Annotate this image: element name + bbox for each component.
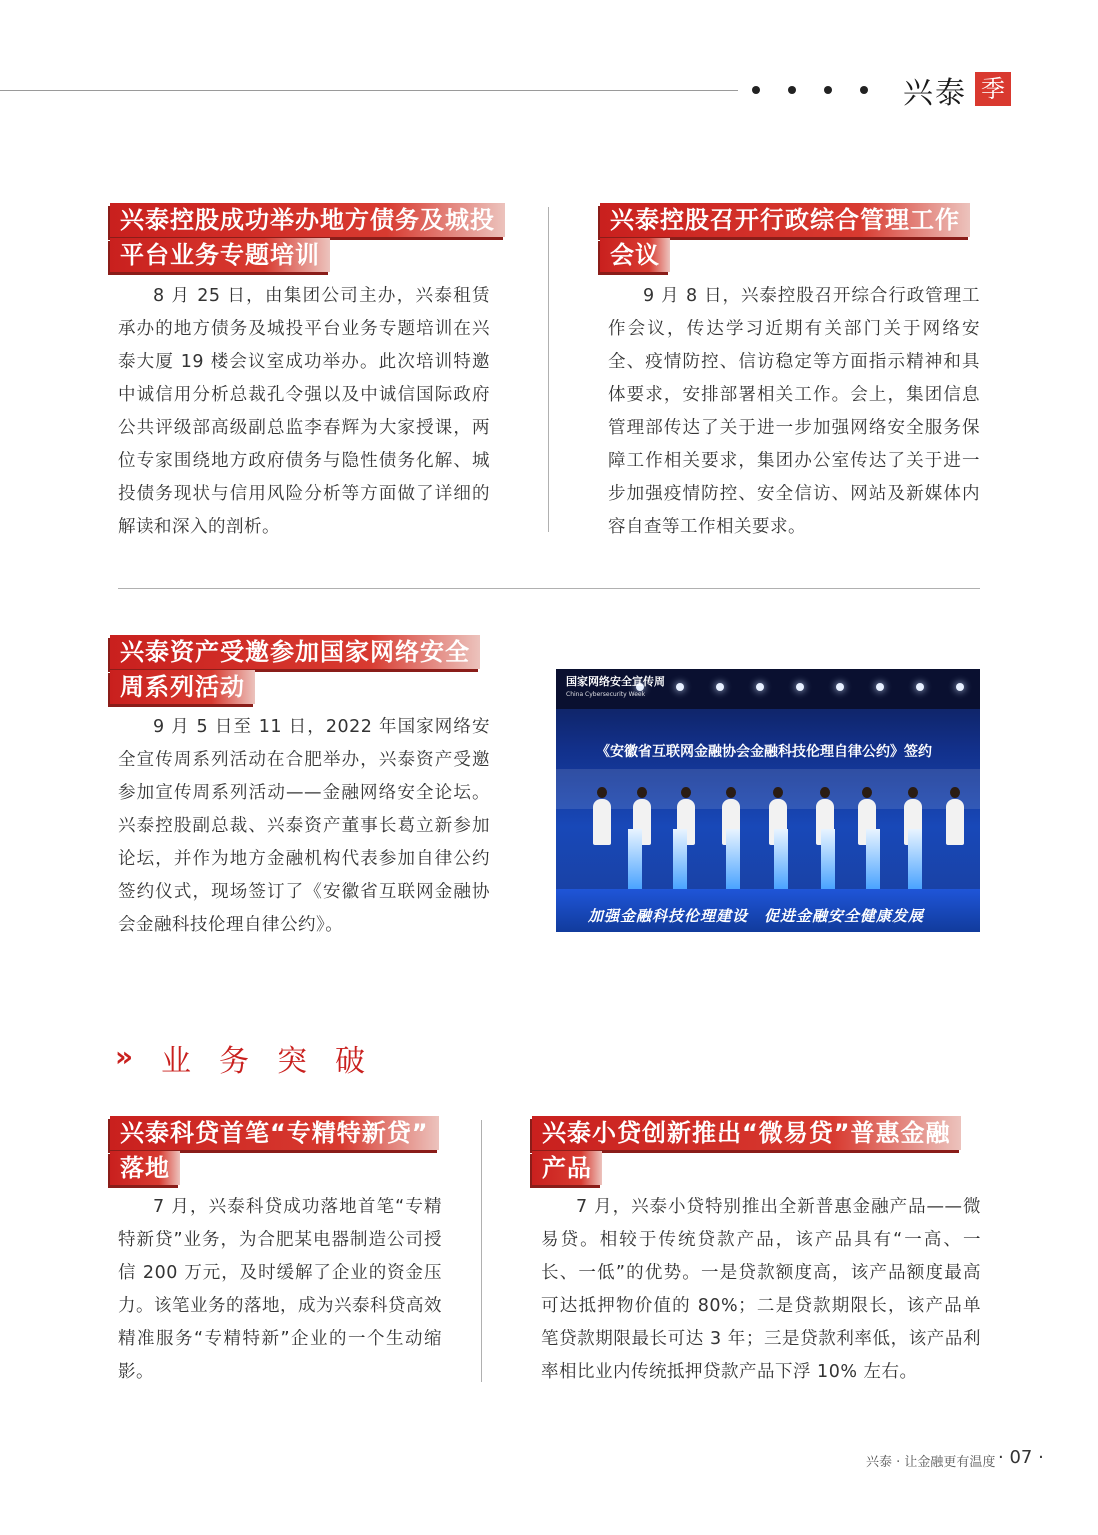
stage-light: [876, 683, 884, 691]
article-body-micro-loan: [541, 1191, 981, 1389]
title-line: 落地: [110, 1151, 180, 1185]
stage-light: [916, 683, 924, 691]
header-dots: [752, 70, 868, 94]
podium: [866, 829, 880, 889]
stage-light: [756, 683, 764, 691]
article-title-special-loan: [110, 1116, 439, 1186]
header-rule: [0, 90, 738, 91]
title-line: 兴泰控股召开行政综合管理工作: [600, 203, 970, 237]
brand-name: 兴泰: [903, 76, 967, 111]
stage-light: [796, 683, 804, 691]
double-chevron-icon: »: [115, 1040, 128, 1073]
season-badge: 季: [975, 72, 1011, 106]
photo-slogan: 加强金融科技伦理建设 促进金融安全健康发展: [588, 907, 925, 925]
cyber-week-logo: [566, 675, 665, 701]
dot: [752, 86, 760, 94]
stage-light: [676, 683, 684, 691]
stage-light: [716, 683, 724, 691]
podium: [908, 829, 922, 889]
column-divider: [548, 207, 549, 532]
dot: [788, 86, 796, 94]
title-line: 周系列活动: [110, 670, 255, 704]
podium: [726, 829, 740, 889]
footer-slogan: 兴泰 · 让金融更有温度: [866, 1455, 996, 1470]
article-body-special-loan: [118, 1191, 442, 1389]
event-photo: [556, 669, 980, 932]
article-title-micro-loan: [532, 1116, 961, 1186]
article-title-debt-training: [110, 203, 505, 273]
podium: [774, 829, 788, 889]
logo-subtitle: China Cybersecurity Week: [566, 691, 646, 698]
section-title: 业务突破: [161, 1044, 393, 1079]
logo-title: 国家网络安全宣传周: [566, 675, 665, 688]
podium: [821, 829, 835, 889]
stage-light: [836, 683, 844, 691]
paragraph: 9 月 8 日，兴泰控股召开综合行政管理工作会议，传达学习近期有关部门关于网络安全、疫情防控、信访稳定等方面指示精神和具体要求，安排部署相关工作。会上，集团信息管理部传达了关于进一步加强网络安全服务保障工作相关要求，集团办公室传达了关于进一步加强疫情防控、安全信访、网站及新媒体内容自查等工作相关要求。: [608, 286, 980, 537]
title-line: 兴泰控股成功举办地方债务及城投: [110, 203, 505, 237]
dot: [824, 86, 832, 94]
page-number: · 07 ·: [998, 1447, 1044, 1468]
article-body-admin-meeting: [608, 280, 980, 544]
article-body-cyber-week: [118, 711, 490, 942]
stage-light: [956, 683, 964, 691]
paragraph: 7 月，兴泰小贷特别推出全新普惠金融产品——微易贷。相较于传统贷款产品，该产品具有“一高、一长、一低”的优势。一是贷款额度高，该产品额度最高可达抵押物价值的 80%；二是贷款期限长，该产品单笔贷款期限最长可达 3 年；三是贷款利率低，该产品利率相比业内传统抵押贷款产品下浮 10% 左右。: [541, 1197, 981, 1382]
photo-banner: 《安徽省互联网金融协会金融科技伦理自律公约》签约: [596, 744, 932, 760]
person: [593, 799, 611, 845]
person: [946, 799, 964, 845]
title-line: 平台业务专题培训: [110, 238, 330, 272]
title-line: 兴泰小贷创新推出“微易贷”普惠金融: [532, 1116, 961, 1150]
title-line: 兴泰科贷首笔“专精特新贷”: [110, 1116, 439, 1150]
section-divider: [118, 588, 980, 589]
paragraph: 7 月，兴泰科贷成功落地首笔“专精特新贷”业务，为合肥某电器制造公司授信 200 万元，及时缓解了企业的资金压力。该笔业务的落地，成为兴泰科贷高效精准服务“专精特新”企业的一个生动缩影。: [118, 1197, 442, 1382]
title-line: 会议: [600, 238, 670, 272]
title-line: 产品: [532, 1151, 602, 1185]
article-title-cyber-week: [110, 635, 480, 705]
article-body-debt-training: [118, 280, 490, 544]
column-divider: [481, 1120, 482, 1382]
dot: [860, 86, 868, 94]
paragraph: 8 月 25 日，由集团公司主办，兴泰租赁承办的地方债务及城投平台业务专题培训在兴泰大厦 19 楼会议室成功举办。此次培训特邀中诚信用分析总裁孔令强以及中诚信国际政府公共评级部高级副总监李春辉为大家授课，两位专家围绕地方政府债务与隐性债务化解、城投债务现状与信用风险分析等方面做了详细的解读和深入的剖析。: [118, 286, 490, 537]
title-line: 兴泰资产受邀参加国家网络安全: [110, 635, 480, 669]
podium: [673, 829, 687, 889]
podium: [628, 829, 642, 889]
article-title-admin-meeting: [600, 203, 970, 273]
paragraph: 9 月 5 日至 11 日，2022 年国家网络安全宣传周系列活动在合肥举办，兴泰资产受邀参加宣传周系列活动——金融网络安全论坛。兴泰控股副总裁、兴泰资产董事长葛立新参加论坛，并作为地方金融机构代表参加自律公约签约仪式，现场签订了《安徽省互联网金融协会金融科技伦理自律公约》。: [118, 717, 490, 935]
